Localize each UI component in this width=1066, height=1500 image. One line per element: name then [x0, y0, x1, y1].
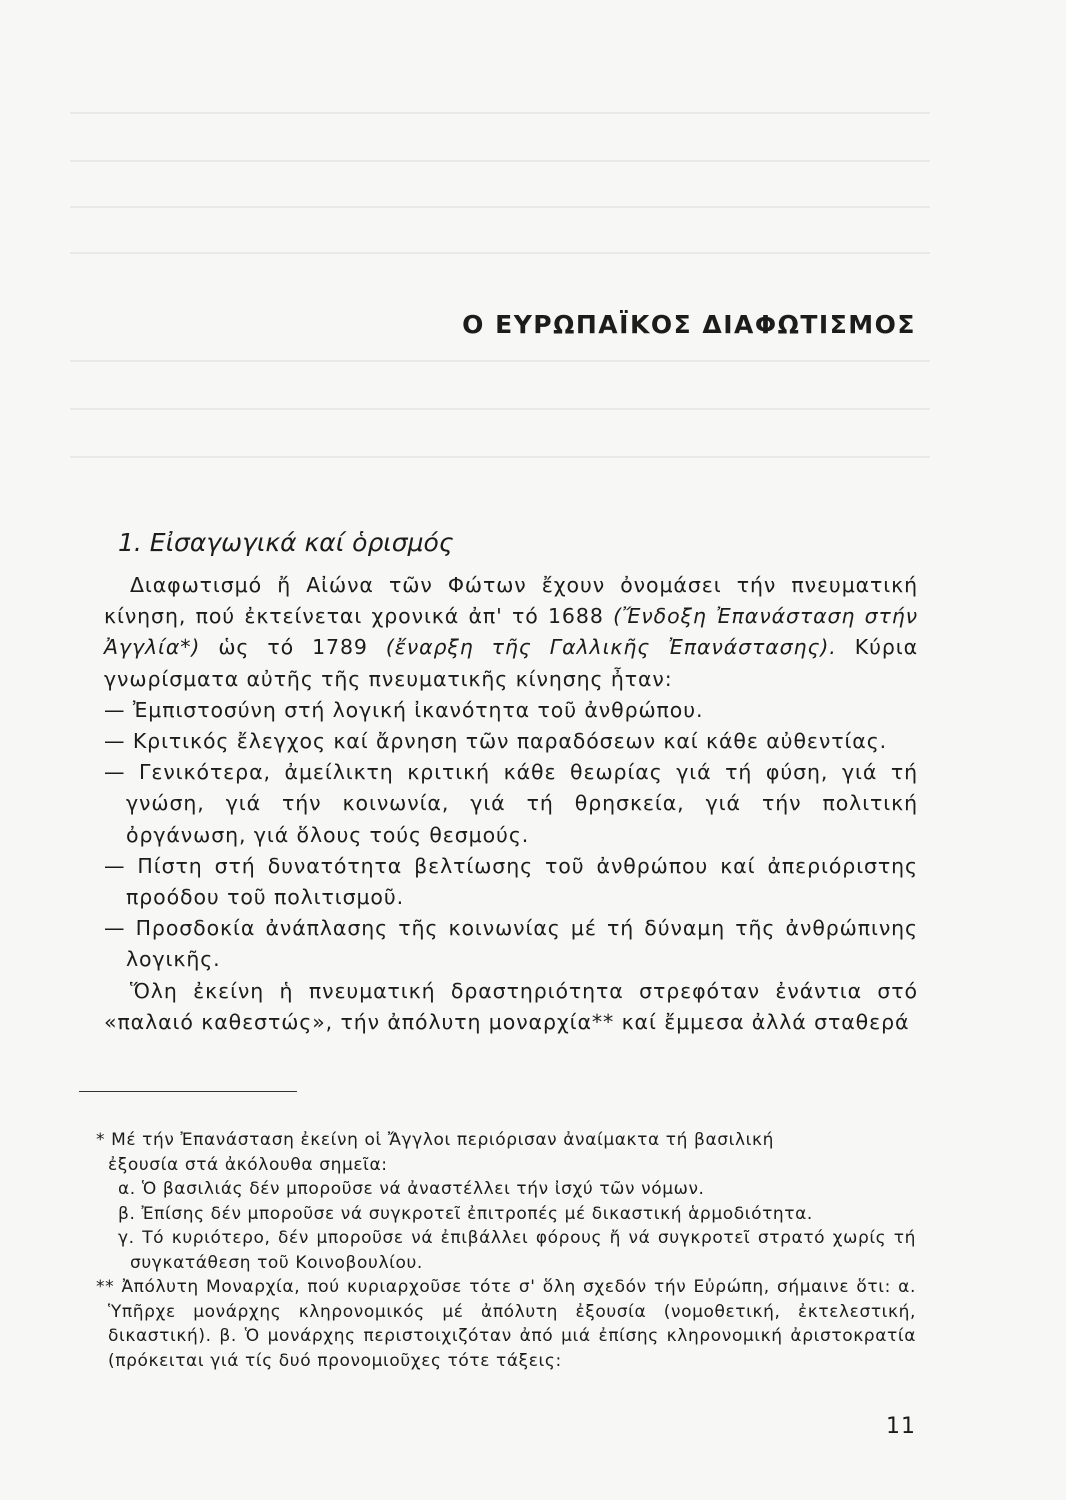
characteristic-item: — Γενικότερα, ἀμείλικτη κριτική κάθε θεωρίας γιά τή φύση, γιά τή γνώση, γιά τήν κοινωνία, γιά τή θρησκεία, γιά τήν πολιτική ὀργάνωση, γιά ὅλους τούς θεσμούς. [104, 760, 918, 847]
section-heading: 1. Εἰσαγωγικά καί ὁρισμός [118, 528, 454, 557]
footnote-1-item: α. Ὁ βασιλιάς δέν μποροῦσε νά ἀναστέλλει τήν ἰσχύ τῶν νόμων. [118, 1179, 705, 1199]
footnote-1-continued: ἐξουσία στά ἀκόλουθα σημεῖα: [108, 1154, 388, 1175]
bleed-through-line [70, 206, 930, 208]
main-body-text [104, 570, 918, 1038]
bleed-through-line [70, 160, 930, 162]
characteristic-item: — Ἐμπιστοσύνη στή λογική ἰκανότητα τοῦ ἀνθρώπου. [104, 697, 704, 722]
characteristic-item: — Προσδοκία ἀνάπλασης τῆς κοινωνίας μέ τή δύναμη τῆς ἀνθρώπινης λογικῆς. [104, 916, 918, 972]
page-number: 11 [886, 1414, 916, 1439]
bleed-through-line [70, 252, 930, 254]
footnote-1-item: γ. Τό κυριότερο, δέν μποροῦσε νά ἐπιβάλλει φόρους ἤ νά συγκροτεῖ στρατό χωρίς τή συγκατάθεση τοῦ Κοινοβουλίου. [118, 1228, 916, 1273]
footnote-separator [79, 1091, 297, 1092]
intro-italic-2: (ἔναρξη τῆς Γαλλικῆς Ἐπανάστασης). [385, 635, 837, 660]
intro-text-2: ὡς τό 1789 [200, 635, 386, 660]
characteristic-item: — Πίστη στή δυνατότητα βελτίωσης τοῦ ἀνθρώπου καί ἀπεριόριστης προόδου τοῦ πολιτισμοῦ. [104, 853, 918, 910]
bleed-through-line [70, 456, 930, 458]
footnote-1-item: β. Ἐπίσης δέν μποροῦσε νά συγκροτεῖ ἐπιτροπές μέ δικαστική ἁρμοδιότητα. [118, 1203, 813, 1224]
intro-text-3: Κύρια γνωρίσματα αὐτῆς τῆς πνευματικῆς κίνησης ἦταν: [104, 635, 918, 691]
intro-text-1: Διαφωτισμό ἤ Αἰώνα τῶν Φώτων ἔχουν ὀνομάσει τήν πνευματική κίνηση, πού ἐκτείνεται χρονικά ἀπ' τό 1688 [104, 573, 918, 629]
intro-italic-1: (Ἔνδοξη Ἐπανάσταση στήν Ἀγγλία*) [104, 604, 919, 660]
intro-paragraph [104, 570, 918, 695]
chapter-title: Ο ΕΥΡΩΠΑΪΚΟΣ ΔΙΑΦΩΤΙΣΜΟΣ [462, 310, 916, 339]
characteristic-item: — Κριτικός ἔλεγχος καί ἄρνηση τῶν παραδόσεων καί κάθε αὐθεντίας. [104, 729, 888, 754]
bleed-through-line [70, 112, 930, 114]
bleed-through-line [70, 408, 930, 410]
footnote-1: * Μέ τήν Ἐπανάσταση ἐκείνη οἱ Ἄγγλοι περιόρισαν ἀναίμακτα τή βασιλική [96, 1130, 775, 1150]
footnotes [96, 1128, 916, 1373]
footnote-2: ** Ἀπόλυτη Μοναρχία, πού κυριαρχοῦσε τότε σ' ὅλη σχεδόν τήν Εὐρώπη, σήμαινε ὅτι: α. Ὑπῆρχε μονάρχης κληρονομικός μέ ἀπόλυτη ἐξουσία (νομοθετική, ἐκτελεστική, δικαστική). β. Ὁ μονάρχης περιστοιχιζόταν ἀπό μιά ἐπίσης κληρονομική ἀριστοκρατία (πρόκειται γιά τίς δυό προνομιοῦχες τότε τάξεις: [96, 1277, 916, 1371]
closing-paragraph: Ὅλη ἐκείνη ἡ πνευματική δραστηριότητα στρεφόταν ἐνάντια στό «παλαιό καθεστώς», τήν ἀπόλυτη μοναρχία** καί ἔμμεσα ἀλλά σταθερά [104, 978, 918, 1034]
bleed-through-line [70, 360, 930, 362]
